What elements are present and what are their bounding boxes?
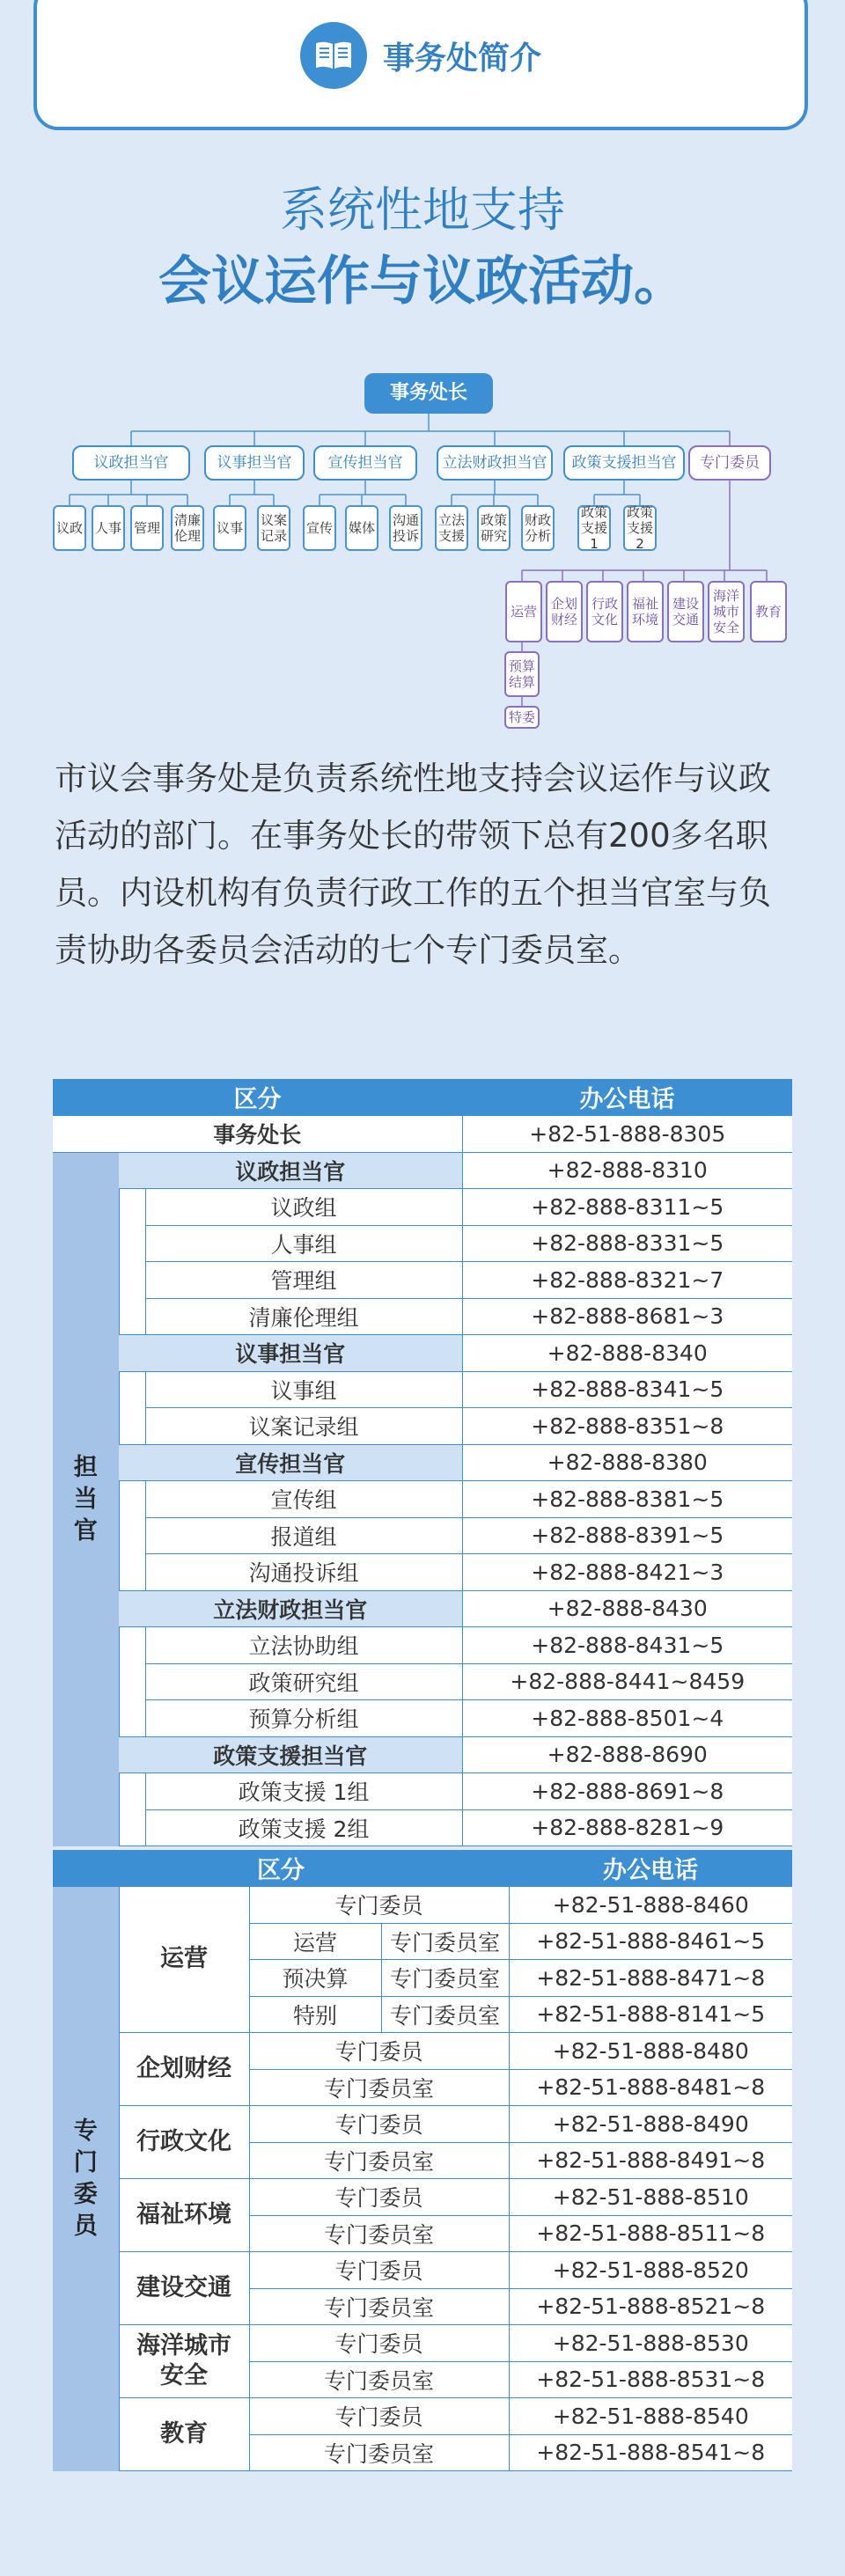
office-type: 特别	[249, 1996, 381, 2033]
team-phone: +82-888-8321~7	[462, 1262, 792, 1299]
role-name: 专门委员	[249, 2252, 509, 2289]
org-node-committee: 企划财经	[546, 581, 583, 642]
role-name: 专门委员	[249, 2398, 509, 2435]
team-phone: +82-888-8681~3	[462, 1298, 792, 1335]
group-indent	[119, 1371, 145, 1444]
team-name: 议事组	[145, 1371, 462, 1408]
org-node-level1: 专门委员	[688, 445, 771, 481]
group-phone: +82-888-8340	[462, 1335, 792, 1372]
org-node-committee: 运营	[505, 581, 542, 642]
role-name: 专门委员	[249, 1887, 509, 1924]
team-name: 管理组	[145, 1262, 462, 1299]
org-node-level2: 议政	[53, 505, 86, 551]
role-name: 专门委员室	[381, 1923, 509, 1960]
org-node-level1: 议政担当官	[72, 445, 190, 481]
chief-name: 事务处长	[53, 1116, 462, 1153]
role-name: 专门委员	[249, 2325, 509, 2362]
role-name: 专门委员室	[249, 2288, 509, 2325]
role-name: 专门委员室	[381, 1996, 509, 2033]
team-phone: +82-888-8421~3	[462, 1554, 792, 1591]
org-node-level1: 立法财政担当官	[437, 445, 553, 481]
team-phone: +82-888-8311~5	[462, 1189, 792, 1226]
role-phone: +82-51-888-8460	[509, 1887, 792, 1924]
org-chart-connectors	[0, 361, 845, 739]
org-node-level2: 财政分析	[521, 505, 555, 551]
org-node-level1: 宣传担当官	[313, 445, 417, 481]
team-name: 清廉伦理组	[145, 1298, 462, 1335]
org-node-level2: 议案记录	[257, 505, 290, 551]
header-tab	[33, 0, 808, 130]
role-phone: +82-51-888-8540	[509, 2398, 792, 2435]
org-chart	[0, 361, 845, 739]
committee-name: 企划财经	[119, 2033, 249, 2106]
org-node-level2: 沟通投诉	[389, 505, 422, 551]
role-phone: +82-51-888-8490	[509, 2106, 792, 2143]
role-name: 专门委员室	[249, 2434, 509, 2471]
org-node-level2: 管理	[130, 505, 164, 551]
committee-name: 福祉环境	[119, 2179, 249, 2252]
team-phone: +82-888-8351~8	[462, 1408, 792, 1445]
table-header-category: 区分	[53, 1079, 462, 1116]
role-name: 专门委员	[249, 2106, 509, 2143]
role-name: 专门委员	[249, 2179, 509, 2216]
role-phone: +82-51-888-8520	[509, 2252, 792, 2289]
org-node-chief: 事务处长	[364, 373, 493, 414]
committee-name: 海洋城市 安全	[119, 2325, 249, 2398]
admin-office-table	[53, 1079, 792, 1846]
group-indent	[119, 1481, 145, 1591]
table-header-phone: 办公电话	[462, 1079, 792, 1116]
group-name: 政策支援担当官	[119, 1736, 462, 1773]
headline-line1: 系统性地支持	[280, 182, 565, 238]
team-name: 宣传组	[145, 1481, 462, 1518]
org-node-level2: 宣传	[303, 505, 336, 551]
role-name: 专门委员室	[249, 2142, 509, 2179]
org-node-level2: 议事	[213, 505, 246, 551]
team-name: 政策研究组	[145, 1663, 462, 1700]
group-name: 议事担当官	[119, 1335, 462, 1372]
team-name: 沟通投诉组	[145, 1554, 462, 1591]
team-name: 报道组	[145, 1517, 462, 1554]
team-name: 议案记录组	[145, 1408, 462, 1445]
office-type: 预决算	[249, 1960, 381, 1997]
committee-name: 运营	[119, 1887, 249, 2033]
table-header-phone: 办公电话	[509, 1850, 792, 1887]
book-icon	[300, 22, 367, 89]
team-name: 预算分析组	[145, 1700, 462, 1737]
team-name: 政策支援 1组	[145, 1773, 462, 1810]
org-node-level2: 政策支援2	[623, 505, 657, 551]
team-phone: +82-888-8381~5	[462, 1481, 792, 1518]
team-phone: +82-888-8391~5	[462, 1517, 792, 1554]
org-node-sub-special: 特委	[504, 706, 540, 729]
role-phone: +82-51-888-8521~8	[509, 2288, 792, 2325]
org-node-level1: 政策支援担当官	[563, 445, 685, 481]
chief-phone: +82-51-888-8305	[462, 1116, 792, 1153]
role-phone: +82-51-888-8461~5	[509, 1923, 792, 1960]
role-name: 专门委员室	[249, 2361, 509, 2398]
role-phone: +82-51-888-8541~8	[509, 2434, 792, 2471]
committee-table	[53, 1850, 792, 2471]
table-header-category: 区分	[53, 1850, 509, 1887]
group-phone: +82-888-8380	[462, 1444, 792, 1481]
team-phone: +82-888-8331~5	[462, 1225, 792, 1262]
org-node-sub-budget: 预算结算	[504, 651, 540, 697]
org-node-committee: 教育	[750, 581, 787, 642]
group-name: 宣传担当官	[119, 1444, 462, 1481]
headline-line2: 会议运作与议政活动。	[158, 251, 687, 312]
role-phone: +82-51-888-8471~8	[509, 1960, 792, 1997]
org-node-level2: 清廉伦理	[171, 505, 204, 551]
org-node-committee: 福祉环境	[627, 581, 664, 642]
group-phone: +82-888-8430	[462, 1590, 792, 1627]
team-phone: +82-888-8341~5	[462, 1371, 792, 1408]
role-name: 专门委员	[249, 2033, 509, 2070]
group-indent	[119, 1773, 145, 1846]
team-phone: +82-888-8281~9	[462, 1809, 792, 1846]
role-phone: +82-51-888-8481~8	[509, 2069, 792, 2106]
group-name: 立法财政担当官	[119, 1590, 462, 1627]
role-phone: +82-51-888-8480	[509, 2033, 792, 2070]
org-node-level2: 政策研究	[477, 505, 511, 551]
org-node-committee: 行政文化	[586, 581, 623, 642]
role-phone: +82-51-888-8530	[509, 2325, 792, 2362]
org-node-level1: 议事担当官	[204, 445, 305, 481]
committee-name: 行政文化	[119, 2106, 249, 2179]
group-phone: +82-888-8310	[462, 1152, 792, 1189]
role-phone: +82-51-888-8491~8	[509, 2142, 792, 2179]
org-node-level2: 人事	[92, 505, 125, 551]
committee-name: 教育	[119, 2398, 249, 2471]
group-phone: +82-888-8690	[462, 1736, 792, 1773]
team-phone: +82-888-8431~5	[462, 1627, 792, 1664]
org-node-level2: 媒体	[345, 505, 378, 551]
role-name: 专门委员室	[249, 2215, 509, 2252]
committee-name: 建设交通	[119, 2252, 249, 2325]
office-type: 运营	[249, 1923, 381, 1960]
team-phone: +82-888-8441~8459	[462, 1663, 792, 1700]
role-name: 专门委员室	[249, 2069, 509, 2106]
header-title: 事务处简介	[382, 40, 541, 77]
team-phone: +82-888-8501~4	[462, 1700, 792, 1737]
intro-text: 市议会事务处是负责系统性地支持会议运作与议政活动的部门。在事务处长的带领下总有200多名职员。内设机构有负责行政工作的五个担当官室与负责协助各委员会活动的七个专门委员室。	[55, 760, 771, 969]
org-node-committee: 建设交通	[667, 581, 704, 642]
org-node-level2: 立法支援	[435, 505, 468, 551]
team-name: 人事组	[145, 1225, 462, 1262]
role-phone: +82-51-888-8531~8	[509, 2361, 792, 2398]
role-phone: +82-51-888-8141~5	[509, 1996, 792, 2033]
org-node-committee: 海洋城市安全	[708, 581, 745, 642]
group-indent	[119, 1189, 145, 1335]
role-phone: +82-51-888-8510	[509, 2179, 792, 2216]
team-name: 立法协助组	[145, 1627, 462, 1664]
team-phone: +82-888-8691~8	[462, 1773, 792, 1810]
side-label-committee: 专 门 委 员	[53, 1887, 119, 2471]
group-name: 议政担当官	[119, 1152, 462, 1189]
org-node-level2: 政策支援1	[577, 505, 611, 551]
team-name: 政策支援 2组	[145, 1809, 462, 1846]
group-indent	[119, 1627, 145, 1737]
role-phone: +82-51-888-8511~8	[509, 2215, 792, 2252]
side-label-officers: 担 当 官	[53, 1152, 119, 1846]
team-name: 议政组	[145, 1189, 462, 1226]
role-name: 专门委员室	[381, 1960, 509, 1997]
